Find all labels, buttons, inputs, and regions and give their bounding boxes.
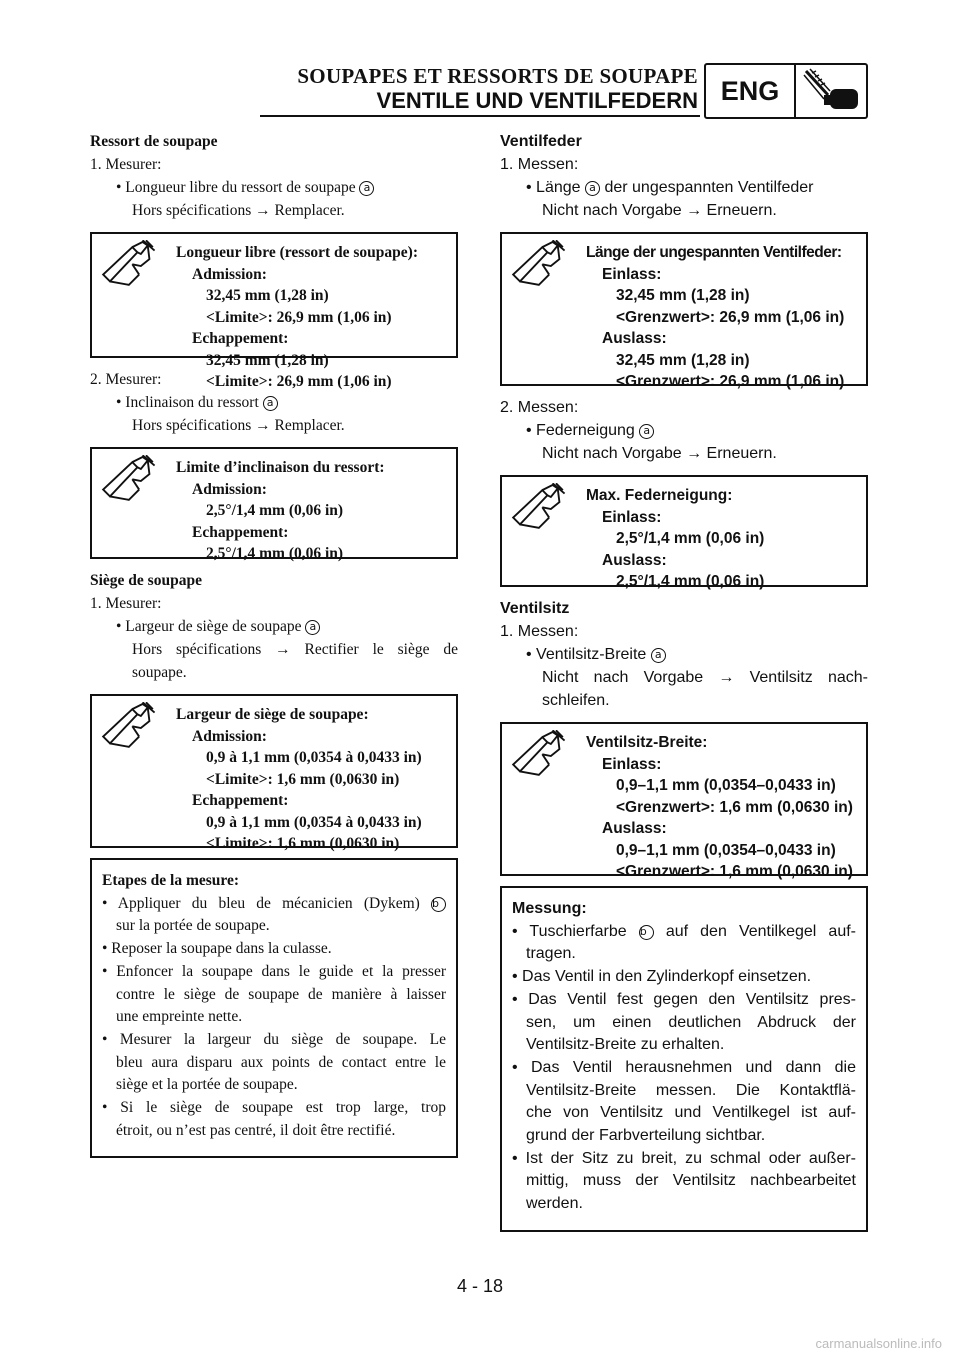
spec-label: Auslass:: [602, 820, 667, 837]
procedure-step: étroit, ou n’est pas centré, il doit être rectifié.: [116, 1121, 396, 1139]
section-title: Ventilfeder: [500, 133, 582, 150]
bullet-text: • Largeur de siège de soupape: [116, 618, 302, 635]
spec-value: 0,9 à 1,1 mm (0,0354 à 0,0433 in): [206, 813, 422, 831]
procedure-step: • Si le siège de soupape est trop large, trop: [102, 1099, 446, 1117]
spec-value: 2,5°/1,4 mm (0,06 in): [616, 573, 765, 590]
step-item: 1. Messen:: [500, 623, 579, 640]
watermark: carmanualsonline.info: [815, 1336, 942, 1351]
section-title: Ressort de soupape: [90, 133, 218, 150]
callout-marker: a: [359, 181, 374, 196]
procedure-step: sen, um einen deutlichen Abdruck der: [526, 1013, 856, 1031]
callout-marker: a: [639, 424, 654, 439]
column-german: [500, 130, 868, 1232]
spec-label: Admission:: [192, 727, 267, 745]
procedure-box: [90, 858, 458, 1158]
action-text: schleifen.: [542, 692, 610, 709]
spec-box: [90, 447, 458, 562]
spec-value: 32,45 mm (1,28 in): [206, 287, 329, 304]
bullet-item: [500, 419, 868, 442]
callout-marker: a: [585, 181, 600, 196]
procedure-step: contre le siège de soupape de manière à laisser: [116, 985, 446, 1003]
procedure-step: • Enfoncer la soupape dans le guide et la presser: [102, 962, 446, 980]
procedure-step: grund der Farbverteilung sichtbar.: [526, 1127, 766, 1145]
procedure-step: [512, 921, 856, 944]
procedure-title: Etapes de la mesure:: [102, 872, 240, 889]
spec-box: [500, 475, 868, 590]
page-number: 4 - 18: [456, 1276, 504, 1296]
bullet-item: [90, 391, 458, 414]
spec-title: Longueur libre (ressort de soupape):: [176, 244, 418, 261]
procedure-step: siège et la portée de soupape.: [116, 1076, 298, 1094]
action-text: Nicht nach Vorgabe → Erneuern.: [542, 202, 777, 219]
wrench-icon: [508, 240, 568, 292]
spec-value: 32,45 mm (1,28 in): [616, 287, 750, 304]
spec-value: 32,45 mm (1,28 in): [616, 351, 750, 369]
spec-label: Einlass:: [602, 508, 662, 526]
procedure-step: Ventilsitz-Breite zu erhalten.: [526, 1036, 725, 1054]
procedure-step: Ventilsitz-Breite messen. Die Kontaktflä-: [526, 1081, 856, 1099]
bullet-text: • Ventilsitz-Breite: [526, 646, 647, 663]
callout-marker: b: [639, 925, 654, 940]
action-text: soupape.: [132, 664, 187, 681]
spec-title: Largeur de siège de soupape:: [176, 706, 369, 723]
step-item: 1. Mesurer:: [90, 156, 162, 173]
spec-box: [90, 694, 458, 852]
spec-box: [500, 722, 868, 880]
spec-label: Auslass:: [602, 551, 667, 569]
wrench-icon: [508, 730, 568, 782]
bullet-item: [90, 176, 458, 199]
bullet-item: [500, 643, 868, 666]
wrench-icon: [98, 702, 158, 754]
spec-limit: <Limite>: 26,9 mm (1,06 in): [206, 373, 392, 390]
header-rule: [260, 115, 700, 117]
section-title: Ventilsitz: [500, 600, 570, 617]
spec-label: Admission:: [192, 265, 267, 283]
spec-label: Einlass:: [602, 755, 662, 773]
spec-value: 2,5°/1,4 mm (0,06 in): [616, 530, 765, 547]
spec-value: 32,45 mm (1,28 in): [206, 351, 329, 369]
spec-limit: <Grenzwert>: 26,9 mm (1,06 in): [616, 373, 845, 390]
bullet-text: • Länge: [526, 179, 581, 196]
spec-limit: <Limite>: 1,6 mm (0,0630 in): [206, 770, 400, 788]
bullet-item: [500, 176, 868, 199]
procedure-step: • Ist der Sitz zu breit, zu schmal oder außer-: [512, 1149, 856, 1167]
bullet-text: • Inclinaison du ressort: [116, 394, 259, 411]
action-text: Nicht nach Vorgabe → Ventilsitz nach-: [542, 669, 868, 686]
spec-value: 2,5°/1,4 mm (0,06 in): [206, 545, 344, 562]
procedure-step: che von Ventilsitz und Ventilkegel ist auf-: [526, 1104, 856, 1122]
section-title: Siège de soupape: [90, 572, 202, 589]
spec-value: 2,5°/1,4 mm (0,06 in): [206, 502, 344, 519]
eng-label: ENG: [720, 76, 780, 106]
spec-title: Max. Federneigung:: [586, 487, 733, 504]
action-text: Hors spécifications → Rectifier le siège de: [132, 641, 458, 658]
wrench-icon: [508, 483, 568, 535]
spec-title: Ventilsitz-Breite:: [586, 734, 708, 751]
spec-label: Auslass:: [602, 330, 667, 347]
procedure-step: une empreinte nette.: [116, 1008, 243, 1026]
spec-limit: <Grenzwert>: 26,9 mm (1,06 in): [616, 308, 845, 326]
procedure-step: [102, 893, 446, 916]
spec-label: Admission:: [192, 480, 267, 498]
spec-title: Limite d’inclinaison du ressort:: [176, 459, 385, 476]
spec-label: Echappement:: [192, 330, 289, 347]
callout-marker: b: [431, 897, 446, 912]
spec-value: 0,9 à 1,1 mm (0,0354 à 0,0433 in): [206, 749, 422, 766]
bullet-text: • Longueur libre du ressort de soupape: [116, 179, 356, 196]
wrench-icon: [98, 455, 158, 507]
procedure-step: • Mesurer la largeur du siège de soupape. Le: [102, 1030, 446, 1048]
spec-limit: <Limite>: 26,9 mm (1,06 in): [206, 308, 392, 326]
section-badge: [704, 63, 868, 119]
procedure-step: • Reposer la soupape dans la culasse.: [102, 940, 332, 958]
bullet-text: der ungespannten Ventilfeder: [604, 179, 814, 196]
step-item: 2. Messen:: [500, 399, 579, 416]
procedure-text: • Tuschierfarbe: [512, 922, 627, 940]
spec-limit: <Grenzwert>: 1,6 mm (0,0630 in): [616, 863, 853, 880]
spec-value: 0,9–1,1 mm (0,0354–0,0433 in): [616, 841, 836, 859]
spec-value: 0,9–1,1 mm (0,0354–0,0433 in): [616, 777, 836, 794]
action-text: Nicht nach Vorgabe → Erneuern.: [542, 445, 777, 462]
header-title-de: VENTILE UND VENTILFEDERN: [376, 88, 698, 113]
procedure-step: tragen.: [526, 945, 576, 963]
bullet-item: [90, 615, 458, 638]
procedure-step: • Das Ventil herausnehmen und dann die: [512, 1058, 856, 1076]
step-item: 2. Mesurer:: [90, 371, 162, 388]
spec-label: Echappement:: [192, 523, 289, 541]
header-title-fr: SOUPAPES ET RESSORTS DE SOUPAPE: [297, 64, 698, 88]
spec-box: [500, 232, 868, 390]
step-item: 1. Mesurer:: [90, 595, 162, 612]
engine-valve-icon: [800, 67, 866, 115]
spec-label: Einlass:: [602, 265, 662, 283]
callout-marker: a: [263, 396, 278, 411]
spec-limit: <Limite>: 1,6 mm (0,0630 in): [206, 835, 400, 852]
action-text: Hors spécifications → Remplacer.: [132, 202, 345, 219]
procedure-text: • Appliquer du bleu de mécanicien (Dykem): [102, 894, 420, 912]
action-text: Hors spécifications → Remplacer.: [132, 417, 345, 434]
procedure-step: bleu aura disparu aux points de contact entre le: [116, 1053, 446, 1071]
step-item: 1. Messen:: [500, 156, 579, 173]
badge-divider: [794, 65, 796, 117]
wrench-icon: [98, 240, 158, 292]
procedure-step: werden.: [526, 1195, 583, 1213]
procedure-box: [500, 886, 868, 1232]
callout-marker: a: [651, 648, 666, 663]
procedure-title: Messung:: [512, 900, 587, 917]
bullet-text: • Federneigung: [526, 422, 635, 439]
column-french: [90, 130, 458, 1158]
spec-label: Echappement:: [192, 792, 289, 809]
spec-title: Länge der ungespannten Ventilfeder:: [586, 244, 842, 261]
procedure-step: sur la portée de soupape.: [116, 917, 270, 935]
procedure-step: • Das Ventil in den Zylinderkopf einsetzen.: [512, 968, 812, 986]
procedure-step: mittig, muss der Ventilsitz nachbearbeitet: [526, 1172, 856, 1190]
spec-limit: <Grenzwert>: 1,6 mm (0,0630 in): [616, 798, 853, 816]
procedure-step: • Das Ventil fest gegen den Ventilsitz pres-: [512, 990, 856, 1008]
procedure-text: auf den Ventilkegel auf-: [665, 922, 857, 940]
callout-marker: a: [305, 620, 320, 635]
